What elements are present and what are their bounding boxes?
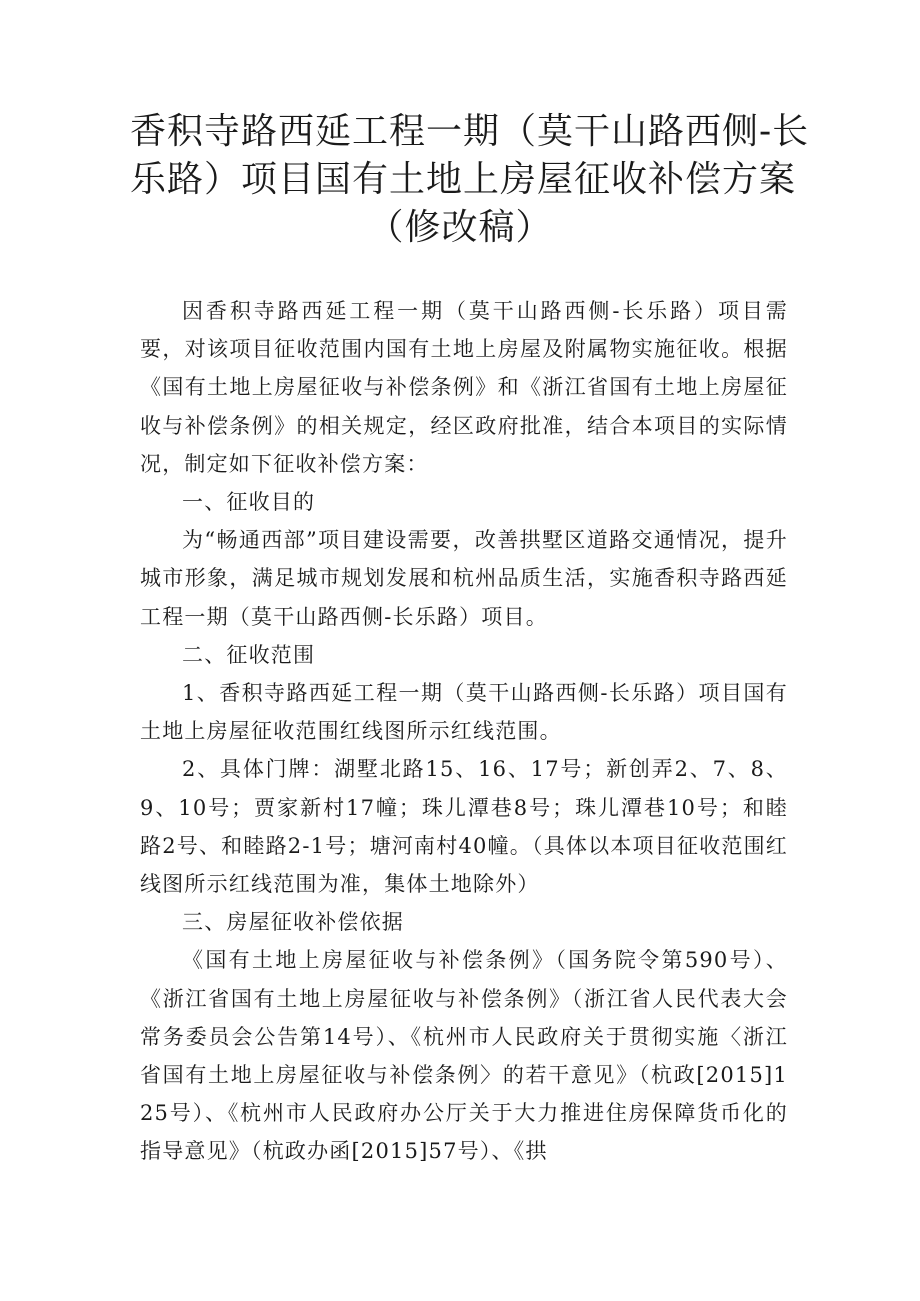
paragraph-scope-2: 2、具体门牌：湖墅北路15、16、17号；新创弄2、7、8、9、10号；贾家新村17幢；珠儿潭巷8号；珠儿潭巷10号；和睦路2号、和睦路2-1号；塘河南村40幢。（具体以本项目征收范围红线图所示红线范围为准，集体土地除外） [140,757,788,897]
document-title [130,108,810,252]
title-line-2: 乐路）项目国有土地上房屋征收补偿方案 [130,159,797,200]
document-body [140,292,788,1171]
paragraph-basis: 《国有土地上房屋征收与补偿条例》（国务院令第590号）、《浙江省国有土地上房屋征收与补偿条例》（浙江省人民代表大会常务委员会公告第14号）、《杭州市人民政府关于贯彻实施〈浙江省国有土地上房屋征收与补偿条例〉的若干意见》（杭政[2015]125号）、《杭州市人民政府办公厅关于大力推进住房保障货币化的指导意见》（杭政办函[2015]57号）、《拱 [140,948,788,1164]
title-line-3: （修改稿） [367,207,553,248]
section-heading-basis: 三、房屋征收补偿依据 [182,910,404,935]
title-line-1: 香积寺路西延工程一期（莫干山路西侧-长 [130,111,810,152]
paragraph-scope-1: 1、香积寺路西延工程一期（莫干山路西侧-长乐路）项目国有土地上房屋征收范围红线图所示红线范围。 [140,681,788,744]
paragraph-purpose: 为“畅通西部”项目建设需要，改善拱墅区道路交通情况，提升城市形象，满足城市规划发展和杭州品质生活，实施香积寺路西延工程一期（莫干山路西侧-长乐路）项目。 [140,528,788,629]
section-heading-scope: 二、征收范围 [182,642,316,667]
paragraph-intro: 因香积寺路西延工程一期（莫干山路西侧-长乐路）项目需要，对该项目征收范围内国有土地上房屋及附属物实施征收。根据《国有土地上房屋征收与补偿条例》和《浙江省国有土地上房屋征收与补偿条例》的相关规定，经区政府批准，结合本项目的实际情况，制定如下征收补偿方案： [140,299,788,476]
section-heading-purpose: 一、征收目的 [182,490,316,515]
